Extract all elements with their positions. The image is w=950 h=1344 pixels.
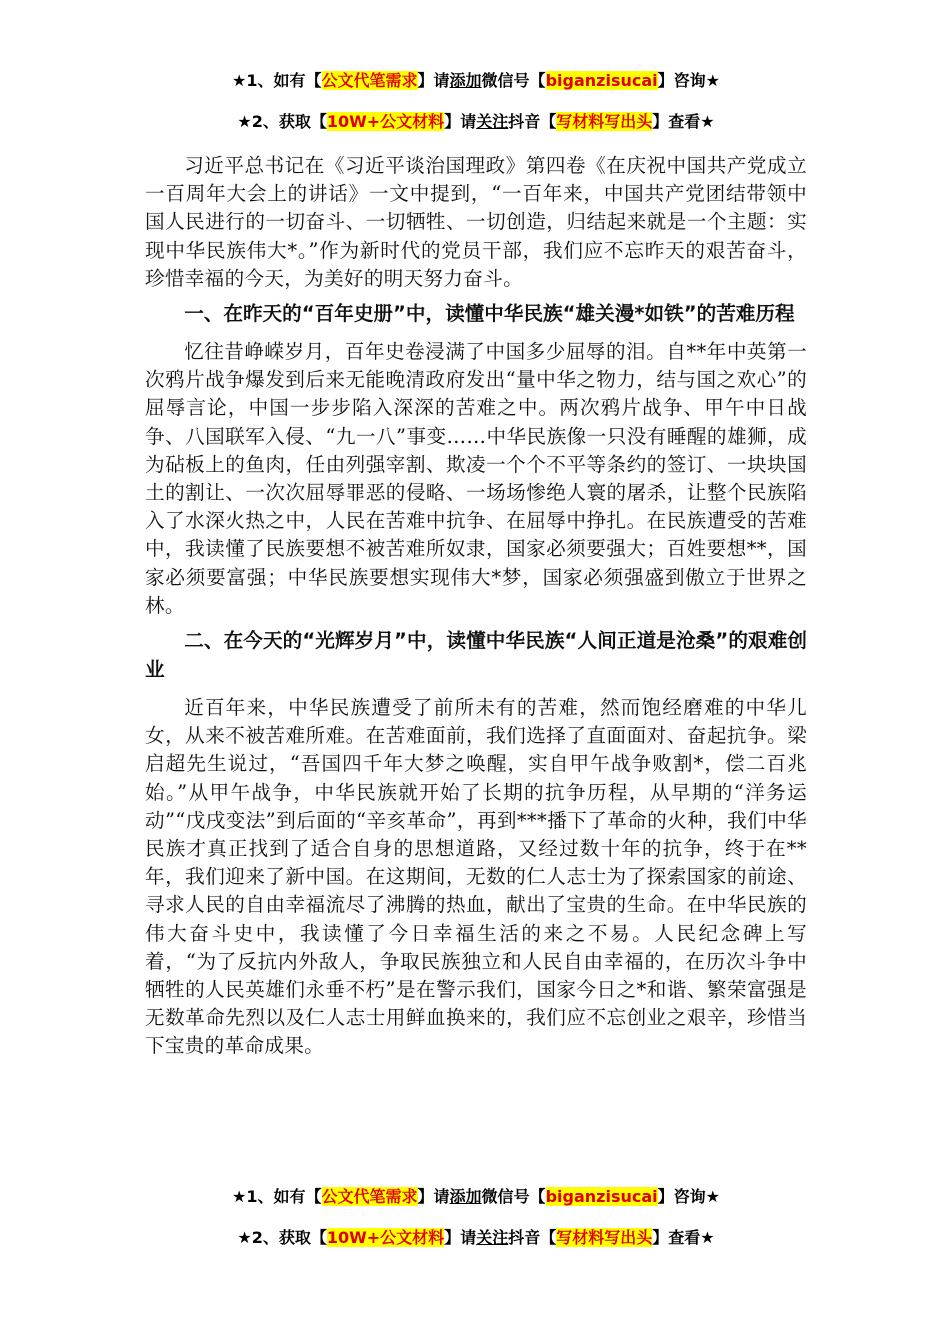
douyin-id-highlight: 写材料写出头 [556, 112, 653, 131]
banner-text: 】请 [444, 1228, 477, 1247]
banner-highlight: 10W+公文材料 [326, 1228, 445, 1247]
banner-text: 微信号【 [481, 1187, 546, 1206]
banner-text: 抖音【 [508, 112, 557, 131]
banner-text: 】请 [417, 1187, 450, 1206]
section-2-paragraph: 近百年来，中华民族遭受了前所未有的苦难，然而饱经磨难的中华儿女，从来不被苦难所难。在苦难面前，我们选择了直面面对、奋起抗争。梁启超先生说过，“吾国四千年大梦之唤醒，实自甲午战争败割*，偿二百兆始。”从甲午战争，中华民族就开始了长期的抗争历程，从早期的“洋务运动”“戊戌变法”到后面的“辛亥革命”，再到***播下了革命的火种，我们中华民族才真正找到了适合自身的思想道路，又经过数十年的抗争，终于在**年，我们迎来了新中国。在这期间，无数的仁人志士为了探索国家的前途、寻求人民的自由幸福流尽了沸腾的热血，献出了宝贵的生命。在中华民族的伟大奋斗史中，我读懂了今日幸福生活的来之不易。人民纪念碑上写着，“为了反抗内外敌人，争取民族独立和人民自由幸福的，在历次斗争中牺牲的人民英雄们永垂不朽”是在警示我们，国家今日之*和谐、繁荣富强是无数革命先烈以及仁人志士用鲜血换来的，我们应不忘创业之艰辛，珍惜当下宝贵的革命成果。 [145, 696, 807, 1058]
banner-text: 】请 [417, 71, 450, 90]
section-1-paragraph: 忆往昔峥嵘岁月，百年史卷浸满了中国多少屈辱的泪。自**年中英第一次鸦片战争爆发到后来无能晚清政府发出“量中华之物力，结与国之欢心”的屈辱言论，中国一步步陷入深深的苦难之中。两次鸦片战争、甲午中日战争、八国联军入侵、“九一八”事变……中华民族像一只没有睡醒的雄狮，成为砧板上的鱼肉，任由列强宰割、欺凌一个个不平等条约的签订、一块块国土的割让、一次次屈辱罪恶的侵略、一场场惨绝人寰的屠杀，让整个民族陷入了水深火热之中，人民在苦难中抗争、在屈辱中挣扎。在民族遭受的苦难中，我读懂了民族要想不被苦难所奴隶，国家必须要强大；百姓要想**，国家必须要富强；中华民族要想实现伟大*梦，国家必须强盛到傲立于世界之林。 [145, 340, 807, 617]
article-body [145, 152, 807, 1067]
banner-highlight: 公文代笔需求 [321, 71, 418, 90]
banner-text: 】请 [444, 112, 477, 131]
promo-banner-line-1-bottom [145, 1186, 807, 1208]
wechat-id-highlight: biganzisucai [545, 1187, 658, 1206]
banner-text: ★1、如有【 [232, 1187, 322, 1206]
banner-text: ★2、获取【 [237, 1228, 327, 1247]
wechat-id-highlight: biganzisucai [545, 71, 658, 90]
section-heading-2: 二、在今天的“光辉岁月”中，读懂中华民族“人间正道是沧桑”的艰难创业 [145, 629, 807, 682]
banner-underline: 关注 [476, 1228, 509, 1247]
banner-text: 】查看★ [652, 1228, 715, 1247]
promo-banner-line-2-bottom [145, 1227, 807, 1249]
banner-text: 】咨询★ [657, 1187, 720, 1206]
banner-text: 】咨询★ [657, 71, 720, 90]
banner-text: ★1、如有【 [232, 71, 322, 90]
promo-banner-line-2-top [145, 111, 807, 133]
banner-underline: 添加 [449, 1187, 482, 1206]
banner-highlight: 公文代笔需求 [321, 1187, 418, 1206]
intro-paragraph: 习近平总书记在《习近平谈治国理政》第四卷《在庆祝中国共产党成立一百周年大会上的讲话》一文中提到，“一百年来，中国共产党团结带领中国人民进行的一切奋斗、一切牺牲、一切创造，归结起来就是一个主题：实现中华民族伟大*。”作为新时代的党员干部，我们应不忘昨天的艰苦奋斗，珍惜幸福的今天，为美好的明天努力奋斗。 [145, 154, 807, 290]
promo-banner-line-1-top [145, 70, 807, 92]
banner-underline: 关注 [476, 112, 509, 131]
banner-text: 】查看★ [652, 112, 715, 131]
section-heading-1: 一、在昨天的“百年史册”中，读懂中华民族“雄关漫*如铁”的苦难历程 [184, 302, 795, 326]
banner-underline: 添加 [449, 71, 482, 90]
banner-text: ★2、获取【 [237, 112, 327, 131]
banner-text: 微信号【 [481, 71, 546, 90]
douyin-id-highlight: 写材料写出头 [556, 1228, 653, 1247]
banner-text: 抖音【 [508, 1228, 557, 1247]
banner-highlight: 10W+公文材料 [326, 112, 445, 131]
